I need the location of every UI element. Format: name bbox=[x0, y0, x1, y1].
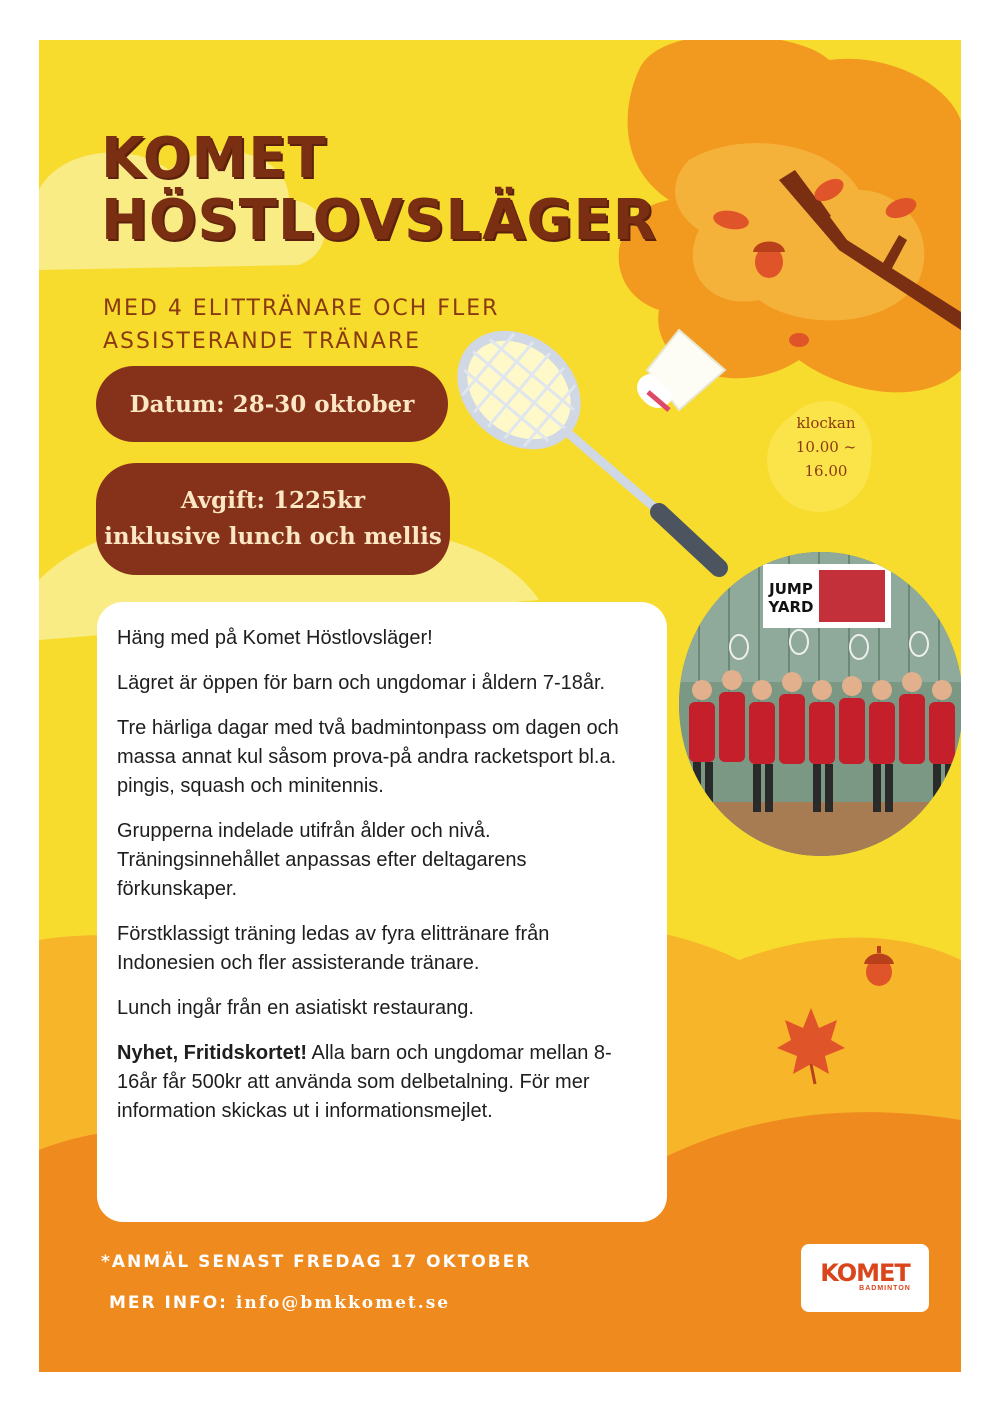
lunch-text: Lunch ingår från en asiatiskt restaurang. bbox=[117, 997, 474, 1019]
title-line-2: HÖSTLOVSLÄGER bbox=[101, 188, 657, 253]
signup-deadline: *ANMÄL SENAST FREDAG 17 OKTOBER bbox=[101, 1252, 532, 1272]
groups-text: Grupperna indelade utifrån ålder och nivå. Träningsinnehållet anpassas efter deltagarens förkunskaper. bbox=[117, 820, 527, 900]
date-text: Datum: 28-30 oktober bbox=[129, 390, 415, 418]
banner-line-2: YARD bbox=[768, 598, 814, 616]
fee-text: Avgift: 1225kr bbox=[180, 487, 366, 514]
time-end: 16.00 bbox=[804, 462, 848, 480]
intro-text: Häng med på Komet Höstlovsläger! bbox=[117, 627, 433, 649]
banner-line-1: JUMP bbox=[769, 580, 813, 598]
title-line-1: KOMET bbox=[101, 126, 327, 191]
subtitle-line-1: MED 4 ELITTRÄNARE OCH FLER bbox=[103, 296, 500, 321]
logo-subtitle: BADMINTON bbox=[859, 1285, 911, 1292]
group-photo-art bbox=[679, 552, 961, 856]
news-heading: Nyhet, Fritidskortet! bbox=[117, 1042, 308, 1064]
subtitle bbox=[103, 292, 499, 358]
subtitle-line-2: ASSISTERANDE TRÄNARE bbox=[103, 329, 422, 354]
time-start: 10.00 ~ bbox=[795, 438, 857, 456]
program-text: Tre härliga dagar med två badmintonpass om dagen och massa annat kul såsom prova-på andra racketsport bl.a. pingis, squash och minitennis. bbox=[117, 717, 619, 797]
news-text: Alla barn och ungdomar mellan 8-16år får 500kr att använda som delbetalning. För mer information skickas ut i informationsmejlet. bbox=[117, 1042, 612, 1122]
komet-logo bbox=[801, 1244, 929, 1312]
info-card bbox=[97, 602, 667, 1222]
logo-wordmark: KOMET bbox=[820, 1259, 910, 1287]
fee-includes-text: inklusive lunch och mellis bbox=[104, 523, 442, 550]
group-photo bbox=[679, 552, 961, 856]
page-title bbox=[101, 128, 657, 252]
poster bbox=[39, 40, 961, 1372]
fee-pill bbox=[96, 463, 450, 575]
news-paragraph bbox=[117, 1039, 647, 1126]
time-label: klockan bbox=[796, 414, 856, 432]
coaches-text: Förstklassigt träning ledas av fyra elittränare från Indonesien och fler assisterande tränare. bbox=[117, 923, 550, 974]
date-pill bbox=[96, 366, 448, 442]
age-text: Lägret är öppen för barn och ungdomar i åldern 7-18år. bbox=[117, 672, 606, 694]
email-link[interactable]: info@bmkkomet.se bbox=[235, 1293, 451, 1313]
more-info-label: MER INFO: bbox=[109, 1293, 236, 1313]
time-badge bbox=[780, 401, 872, 493]
more-info bbox=[109, 1293, 450, 1313]
